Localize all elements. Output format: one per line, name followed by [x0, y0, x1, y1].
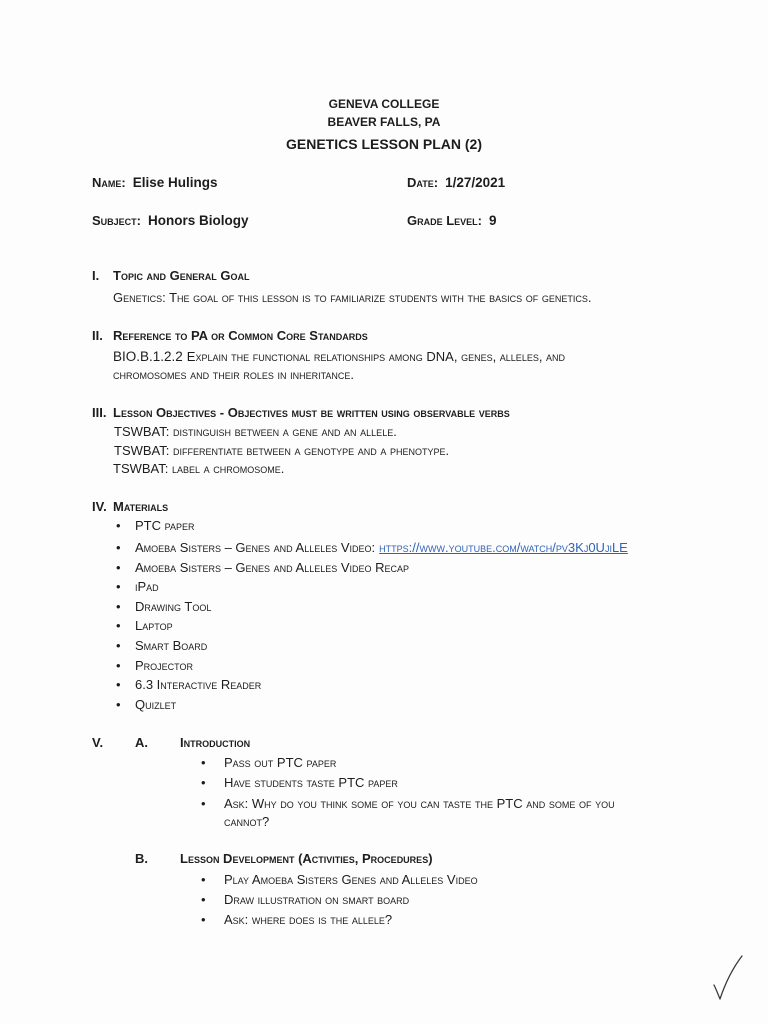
section-numeral-5: V.	[92, 735, 104, 750]
bullet-icon: •	[116, 559, 121, 575]
material-text: 6.3 Interactive Reader	[135, 677, 262, 693]
material-text: PTC paper	[135, 518, 195, 533]
bullet-icon: •	[116, 598, 121, 614]
bullet-icon: •	[116, 657, 121, 673]
list-item	[201, 892, 478, 912]
name-field	[92, 175, 218, 191]
section-heading-topic: Topic and General Goal	[113, 268, 250, 283]
material-text: Quizlet	[135, 696, 177, 712]
list-item	[201, 872, 478, 892]
bullet-icon: •	[116, 579, 121, 595]
list-item	[201, 796, 615, 832]
material-text: Amoeba Sisters – Genes and Alleles Video Recap	[135, 559, 410, 575]
bullet-icon: •	[116, 618, 121, 634]
list-item	[201, 755, 615, 775]
section-heading-materials: Materials	[113, 499, 169, 514]
introduction-step-continued: cannot?	[224, 814, 270, 829]
topic-goal-text: Genetics: The goal of this lesson is to familiarize students with the basics of genetics.	[113, 290, 592, 305]
bullet-icon: •	[116, 696, 121, 712]
section-heading-standards: Reference to PA or Common Core Standards	[113, 328, 368, 343]
handwritten-checkmark-icon	[705, 950, 751, 1006]
introduction-step: Ask: Why do you think some of you can taste the PTC and some of you	[224, 796, 615, 811]
date-field	[407, 175, 505, 191]
list-item	[116, 658, 628, 678]
materials-list	[116, 518, 628, 716]
subject-value: Honors Biology	[148, 213, 249, 228]
standard-line-1	[113, 349, 565, 365]
list-item	[201, 775, 615, 796]
introduction-list	[201, 755, 615, 832]
development-step: Draw illustration on smart board	[224, 892, 410, 907]
grade-level-value: 9	[489, 213, 497, 228]
section-numeral-2: II.	[92, 328, 103, 343]
institution-name: GENEVA COLLEGE	[328, 97, 440, 111]
list-item	[116, 518, 628, 540]
development-step: Play Amoeba Sisters Genes and Alleles Video	[224, 872, 478, 887]
material-text: iPad	[135, 579, 159, 595]
grade-level-field	[407, 213, 497, 229]
part-heading-lesson-development: Lesson Development (Activities, Procedures)	[180, 851, 433, 866]
part-letter-a: A.	[135, 735, 148, 750]
bullet-icon: •	[116, 540, 121, 555]
standard-text: Explain the functional relationships among DNA, genes, alleles, and	[186, 349, 566, 364]
institution-location: BEAVER FALLS, PA	[327, 115, 441, 129]
standard-line-2: chromosomes and their roles in inheritance.	[113, 367, 355, 382]
standard-code: BIO.B.1.2.2	[113, 349, 183, 364]
name-label: Name:	[92, 175, 126, 190]
material-text: Projector	[135, 657, 194, 673]
date-value: 1/27/2021	[445, 175, 506, 190]
subject-field	[92, 213, 249, 229]
section-heading-objectives: Lesson Objectives - Objectives must be written using observable verbs	[113, 405, 510, 420]
part-letter-b: B.	[135, 851, 148, 866]
list-item	[116, 697, 628, 717]
list-item	[116, 618, 628, 638]
introduction-step: Have students taste PTC paper	[224, 775, 398, 790]
development-step: Ask: where does is the allele?	[224, 912, 393, 927]
section-numeral-3: III.	[92, 405, 107, 420]
objective-2: TSWBAT: differentiate between a genotype and a phenotype.	[114, 443, 450, 458]
part-heading-introduction: Introduction	[180, 735, 251, 750]
section-numeral-1: I.	[92, 268, 100, 283]
material-text: Laptop	[135, 618, 173, 634]
video-link[interactable]: https://www.youtube.com/watch/pv3Kj0UjiLE	[379, 540, 628, 555]
list-item	[116, 677, 628, 697]
list-item	[116, 540, 628, 560]
material-text: Amoeba Sisters – Genes and Alleles Video:	[135, 540, 376, 555]
subject-label: Subject:	[92, 213, 142, 228]
name-value: Elise Hulings	[132, 175, 218, 190]
bullet-icon: •	[116, 677, 121, 693]
date-label: Date:	[407, 175, 439, 190]
list-item	[116, 579, 628, 599]
list-item	[116, 638, 628, 658]
bullet-icon: •	[201, 912, 206, 927]
bullet-icon: •	[201, 775, 206, 790]
introduction-step: Pass out PTC paper	[224, 755, 337, 770]
list-item	[116, 599, 628, 619]
list-item	[116, 560, 628, 580]
objective-1: TSWBAT: distinguish between a gene and an allele.	[114, 424, 397, 439]
lesson-development-list	[201, 872, 478, 932]
bullet-icon: •	[201, 892, 206, 907]
section-numeral-4: IV.	[92, 499, 107, 514]
grade-level-label: Grade Level:	[407, 213, 483, 228]
bullet-icon: •	[201, 796, 206, 811]
material-text: Drawing Tool	[135, 598, 212, 614]
document-title: GENETICS LESSON PLAN (2)	[285, 136, 483, 152]
bullet-icon: •	[116, 637, 121, 653]
bullet-icon: •	[201, 755, 206, 770]
material-text: Smart Board	[135, 637, 208, 653]
objective-3: TSWBAT: label a chromosome.	[113, 461, 285, 476]
bullet-icon: •	[201, 872, 206, 887]
bullet-icon: •	[116, 518, 121, 533]
list-item	[201, 912, 478, 932]
